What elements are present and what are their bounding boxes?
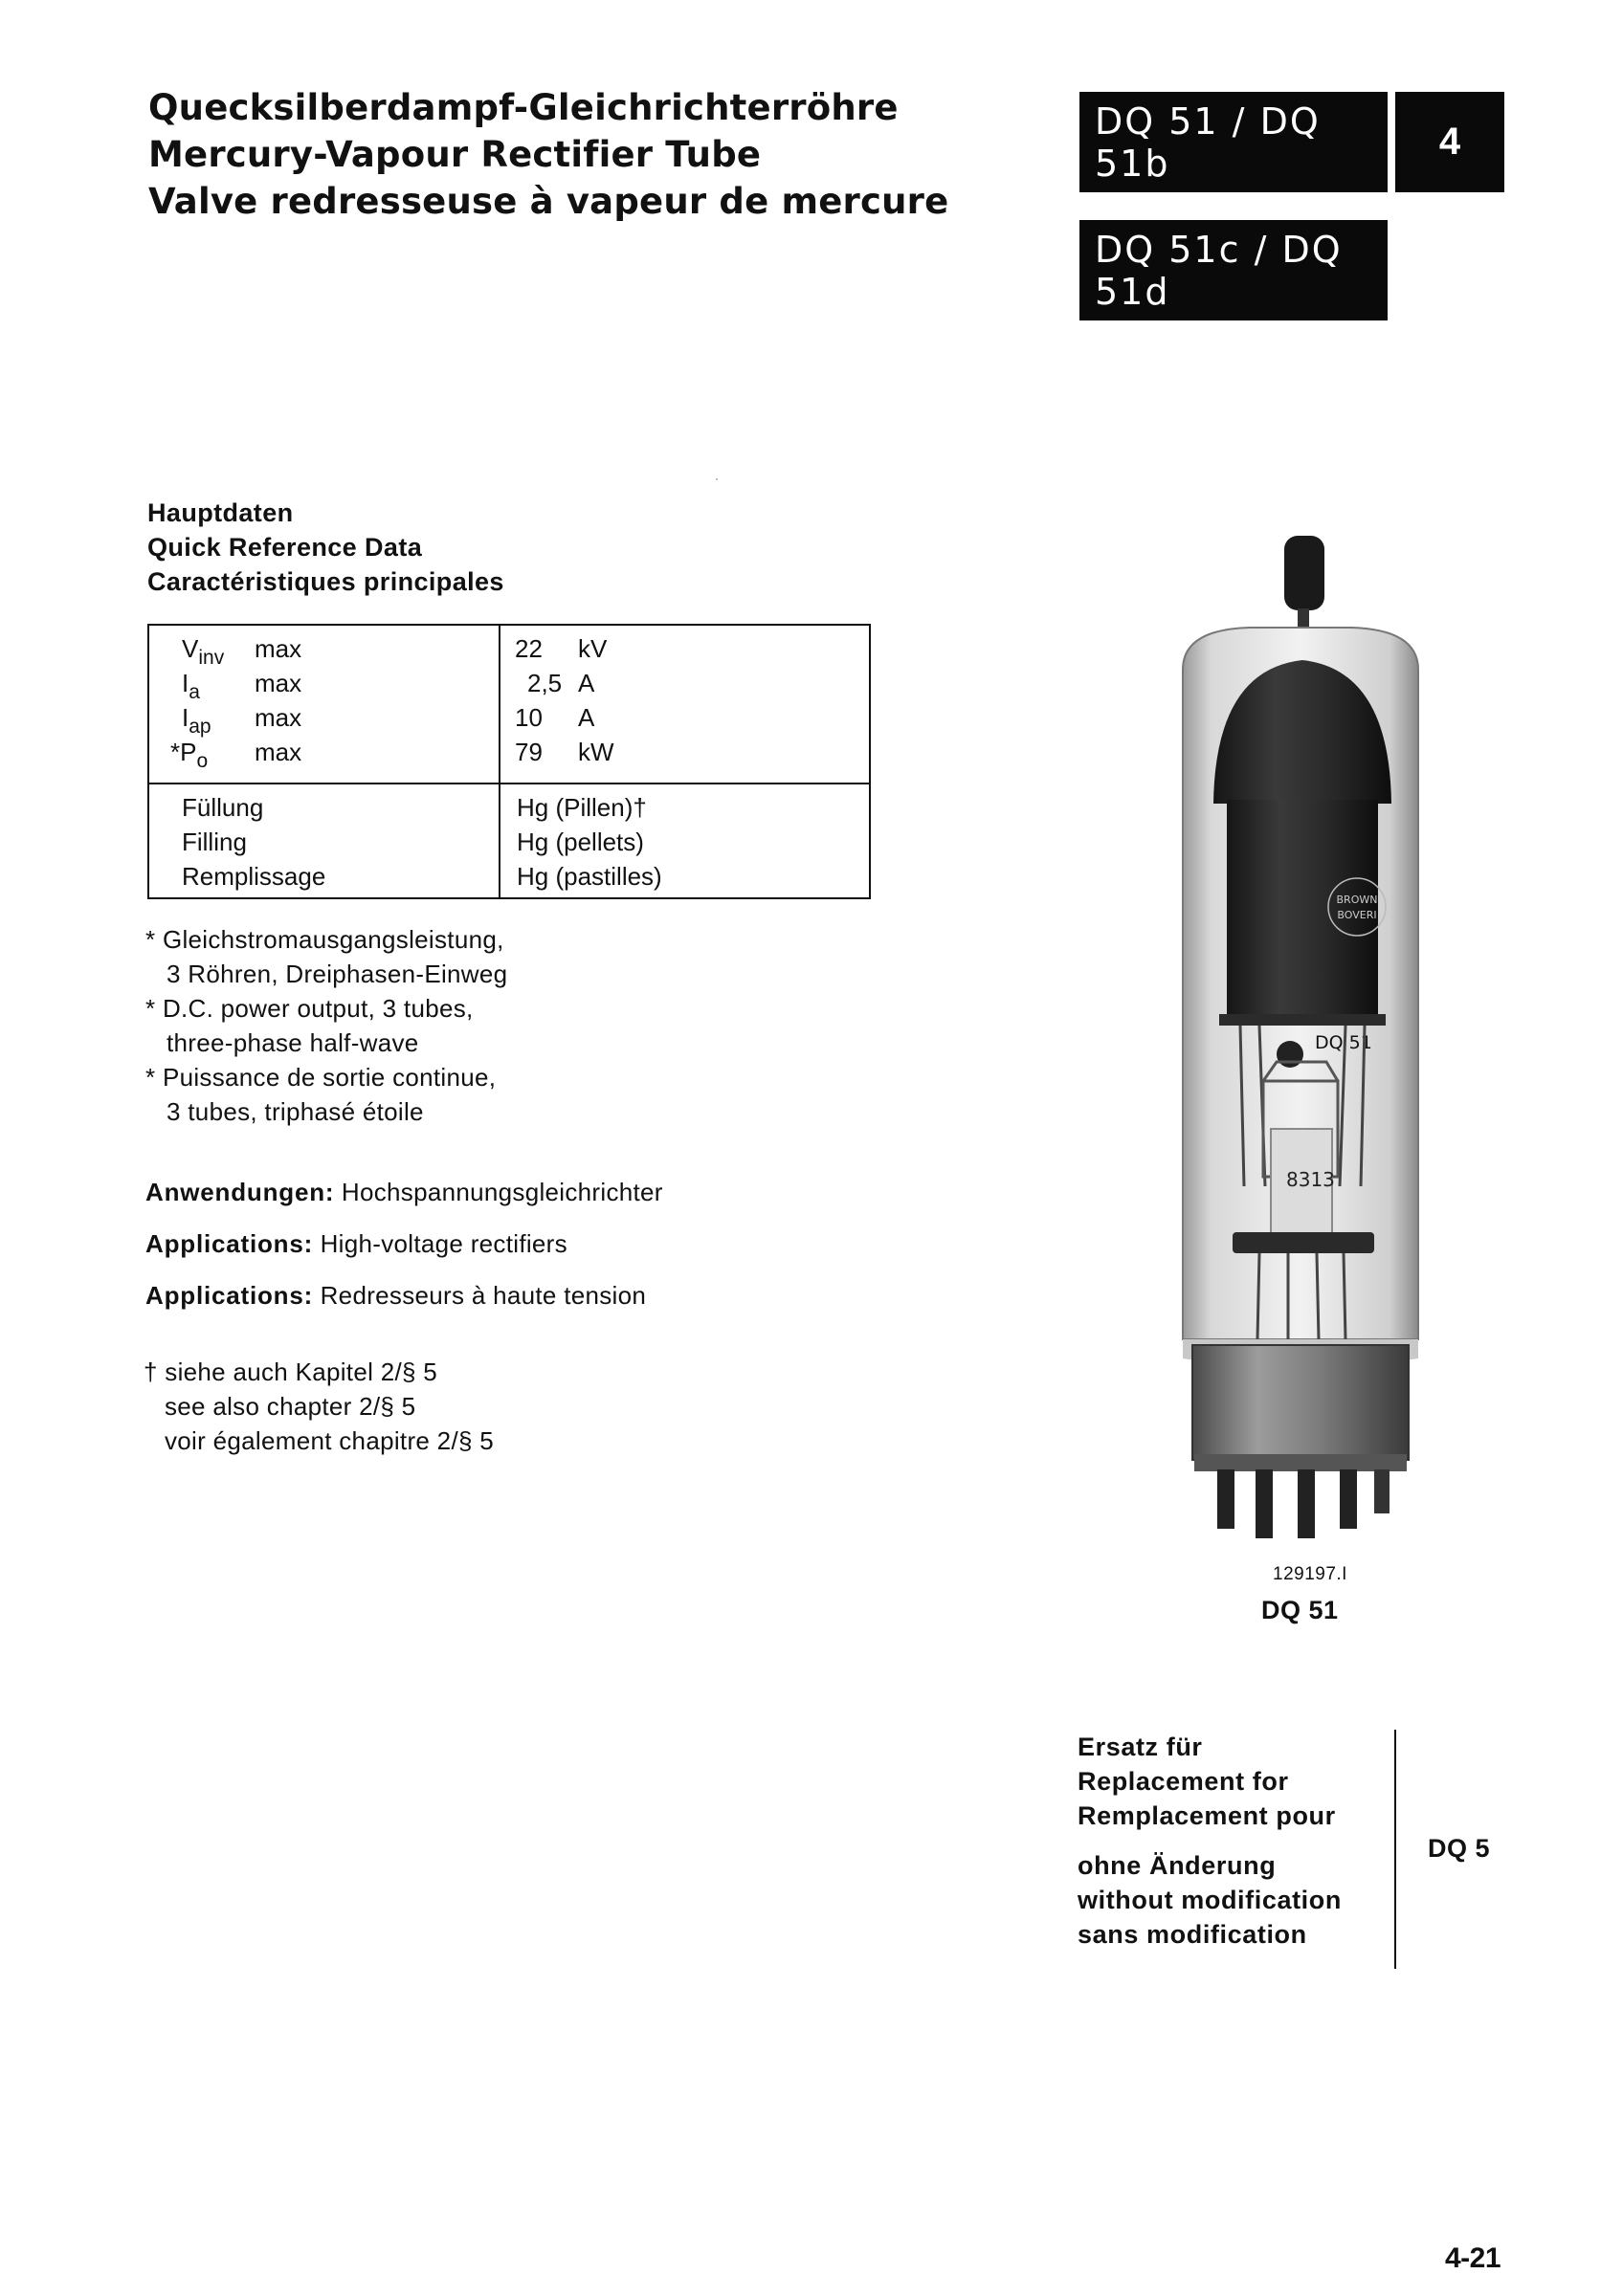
- param-value: 79: [515, 738, 543, 766]
- applications-label: Applications:: [145, 1281, 314, 1310]
- mica-disc: [1233, 1232, 1374, 1253]
- replacement-info: [1078, 1730, 1342, 1952]
- pin: [1340, 1469, 1357, 1529]
- model-label-1: DQ 51 / DQ 51b: [1095, 99, 1321, 185]
- chapter-number: 4: [1438, 121, 1461, 163]
- param-unit: A: [578, 669, 595, 697]
- param-value: 22: [515, 634, 543, 663]
- scan-speck: [716, 478, 718, 480]
- document-title: [148, 84, 948, 225]
- page-number: 4-21: [1445, 2242, 1501, 2274]
- replacement-french: Remplacement pour: [1078, 1801, 1336, 1830]
- svg-text:BOVERI: BOVERI: [1337, 909, 1377, 921]
- filling-value-french: Hg (pastilles): [517, 862, 662, 891]
- svg-text:8313: 8313: [1286, 1168, 1335, 1191]
- model-box-dq51c-dq51d: [1079, 220, 1388, 320]
- replacement-divider: [1394, 1730, 1396, 1969]
- param-qualifier: max: [255, 703, 302, 732]
- filling-value-german: Hg (Pillen)†: [517, 793, 647, 822]
- base-bottom-ring: [1194, 1454, 1407, 1471]
- table-column-divider: [499, 626, 500, 897]
- anode-ring: [1219, 1014, 1386, 1026]
- applications-label: Applications:: [145, 1229, 314, 1258]
- rectifier-tube-photo: [1145, 517, 1456, 1569]
- filling-label-german: Füllung: [182, 793, 264, 822]
- footnote-english-1: * D.C. power output, 3 tubes,: [145, 994, 474, 1023]
- pin: [1374, 1469, 1390, 1513]
- applications-label: Anwendungen:: [145, 1178, 335, 1206]
- footnote-french-2: 3 tubes, triphasé étoile: [167, 1097, 424, 1126]
- table-row-divider: [149, 783, 869, 784]
- filling-label-french: Remplissage: [182, 862, 326, 891]
- param-qualifier: max: [255, 669, 302, 697]
- applications-german: [145, 1175, 663, 1209]
- top-cap: [1284, 536, 1324, 610]
- chapter-number-box: [1395, 92, 1504, 192]
- applications-text: Hochspannungsgleichrichter: [334, 1178, 663, 1206]
- param-unit: kW: [578, 738, 614, 766]
- heading-english: Quick Reference Data: [147, 533, 423, 562]
- see-also-english: see also chapter 2/§ 5: [165, 1392, 416, 1421]
- pin: [1298, 1469, 1315, 1538]
- model-box-dq51-dq51b: [1079, 92, 1388, 192]
- power-output-footnotes: [145, 922, 507, 1129]
- see-also-german: † siehe auch Kapitel 2/§ 5: [144, 1358, 438, 1386]
- heading-french: Caractéristiques principales: [147, 567, 504, 596]
- svg-text:BROWN: BROWN: [1336, 894, 1378, 906]
- footnote-german-1: * Gleichstromausgangsleistung,: [145, 925, 504, 954]
- modification-english: without modification: [1078, 1886, 1342, 1914]
- photo-caption: DQ 51: [1261, 1596, 1339, 1624]
- title-french: Valve redresseuse à vapeur de mercure: [148, 181, 949, 222]
- replacement-german: Ersatz für: [1078, 1733, 1203, 1761]
- param-symbol-po: $*P_o$: [170, 738, 209, 772]
- title-german: Quecksilberdampf-Gleichrichterröhre: [148, 87, 899, 128]
- applications-french: [145, 1278, 646, 1313]
- param-value: 2,5: [527, 669, 563, 697]
- param-symbol-ia: $I_a$: [182, 669, 200, 703]
- filling-label-english: Filling: [182, 828, 247, 856]
- applications-text: High-voltage rectifiers: [313, 1229, 567, 1258]
- see-also-french: voir également chapitre 2/§ 5: [165, 1426, 495, 1455]
- title-english: Mercury-Vapour Rectifier Tube: [148, 134, 762, 175]
- replacement-model: DQ 5: [1428, 1834, 1491, 1863]
- modification-french: sans modification: [1078, 1920, 1307, 1949]
- applications-text: Redresseurs à haute tension: [313, 1281, 647, 1310]
- model-label-2: DQ 51c / DQ 51d: [1095, 228, 1343, 313]
- modification-german: ohne Änderung: [1078, 1851, 1277, 1880]
- metal-base: [1192, 1345, 1409, 1460]
- filling-value-english: Hg (pellets): [517, 828, 644, 856]
- param-qualifier: max: [255, 634, 302, 663]
- svg-text:DQ 51: DQ 51: [1315, 1032, 1372, 1053]
- param-unit: A: [578, 703, 595, 732]
- param-value: 10: [515, 703, 543, 732]
- applications-english: [145, 1226, 567, 1261]
- photo-reference-number: 129197.I: [1273, 1564, 1347, 1584]
- see-also-note: [144, 1355, 494, 1458]
- pin: [1217, 1469, 1234, 1529]
- footnote-french-1: * Puissance de sortie continue,: [145, 1063, 497, 1092]
- param-symbol-vinv: $V_{inv}$: [182, 634, 225, 669]
- getter-disc: [1277, 1041, 1303, 1068]
- quick-reference-heading: [147, 496, 504, 599]
- replacement-english: Replacement for: [1078, 1767, 1289, 1796]
- quick-reference-table: [147, 624, 871, 899]
- footnote-german-2: 3 Röhren, Dreiphasen-Einweg: [167, 960, 508, 988]
- param-qualifier: max: [255, 738, 302, 766]
- param-unit: kV: [578, 634, 608, 663]
- heading-german: Hauptdaten: [147, 498, 294, 527]
- footnote-english-2: three-phase half-wave: [167, 1028, 419, 1057]
- param-symbol-iap: $I_{ap}$: [182, 703, 211, 738]
- pin: [1256, 1469, 1273, 1538]
